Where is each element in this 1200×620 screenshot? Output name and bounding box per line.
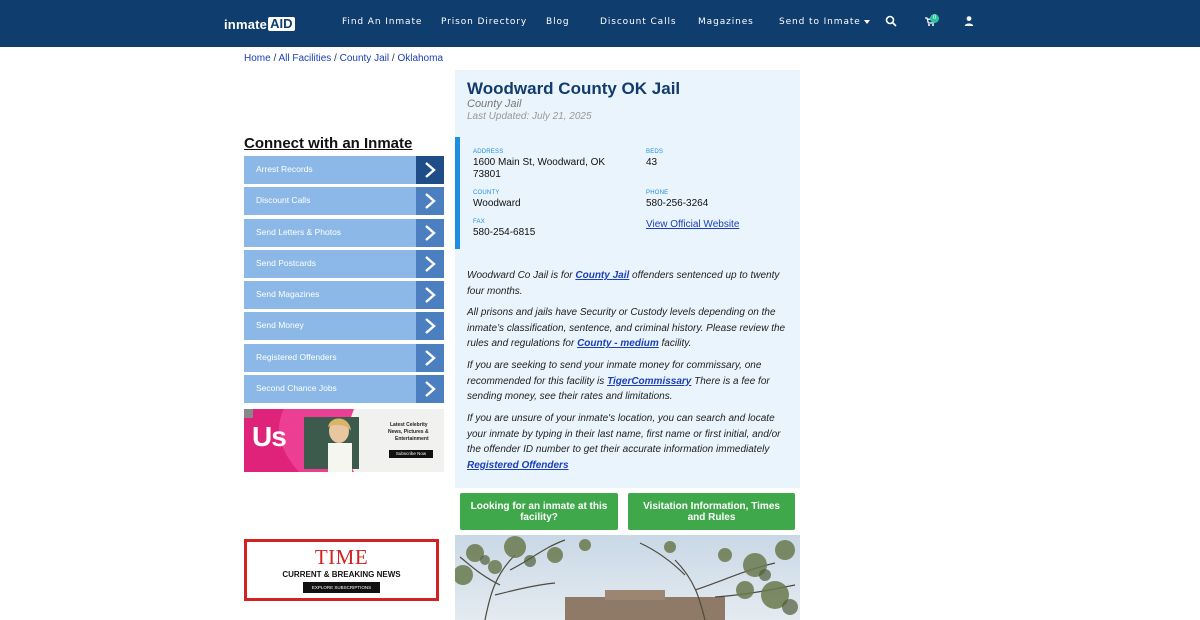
breadcrumb-separator: / (389, 53, 398, 64)
us-ad-text-line1: Latest Celebrity (390, 422, 428, 428)
time-explore-button[interactable]: EXPLORE SUBSCRIPTIONS (303, 582, 380, 593)
phone-label: PHONE (646, 190, 669, 196)
para-text: Woodward Co Jail is for (467, 270, 576, 281)
registered-offenders-link[interactable]: Registered Offenders (467, 459, 569, 471)
chevron-right-icon (416, 281, 444, 309)
beds-value: 43 (646, 157, 658, 168)
phone-value: 580-256-3264 (646, 198, 709, 209)
description-paragraph-1 (467, 268, 789, 299)
county-label: COUNTY (473, 190, 500, 196)
chevron-right-icon (416, 187, 444, 215)
us-ad-text-line3: Entertainment (395, 436, 429, 442)
description-paragraph-2 (467, 305, 789, 352)
looking-for-inmate-button[interactable]: Looking for an inmate at this facility? (460, 493, 618, 530)
connect-with-inmate-heading: Connect with an Inmate (244, 135, 413, 152)
chevron-right-icon (416, 156, 444, 184)
sidebar-item-arrest-records[interactable] (244, 156, 444, 184)
top-navbar (0, 0, 1200, 47)
sidebar-item-send-money[interactable] (244, 312, 444, 340)
last-updated: Last Updated: July 21, 2025 (467, 111, 592, 122)
sidebar-item-label: Second Chance Jobs (256, 383, 337, 394)
caret-down-icon (864, 20, 870, 24)
para-text: If you are seeking to send your inmate money for commissary, one recommended for this facility is (467, 360, 762, 387)
breadcrumb-county-jail[interactable]: County Jail (339, 53, 390, 64)
fax-value: 580-254-6815 (473, 227, 536, 238)
user-icon[interactable] (963, 14, 979, 30)
county-value: Woodward (473, 198, 521, 209)
nav-magazines[interactable]: Magazines (698, 17, 754, 27)
sidebar-item-label: Send Money (256, 320, 304, 331)
sidebar-item-label: Discount Calls (256, 195, 311, 206)
us-subscribe-button[interactable]: Subscribe Now (389, 450, 433, 458)
sidebar-item-discount-calls[interactable] (244, 187, 444, 215)
nav-prison-directory[interactable]: Prison Directory (441, 17, 528, 27)
sidebar-item-send-magazines[interactable] (244, 281, 444, 309)
breadcrumb-home[interactable]: Home (244, 53, 271, 64)
logo-text-part1: inmate (224, 16, 268, 32)
para-text: facility. (658, 338, 692, 350)
breadcrumb-separator: / (270, 53, 279, 64)
address-line2: 73801 (473, 169, 501, 180)
time-logo: TIME (314, 545, 369, 569)
address-line1: 1600 Main St, Woodward, OK (473, 157, 606, 168)
chevron-right-icon (416, 219, 444, 247)
nav-find-an-inmate[interactable]: Find An Inmate (342, 17, 423, 27)
chevron-right-icon (416, 312, 444, 340)
logo-text-part2: AID (270, 16, 293, 31)
nav-blog[interactable]: Blog (546, 17, 570, 27)
cart-count-badge: 0 (930, 14, 939, 23)
para-text: All prisons and jails have Security or Custody levels depending on the inmate’s classification, sentence, and criminal history. Please review the rules and regulations for (467, 307, 786, 350)
breadcrumb (244, 53, 443, 64)
description-paragraph-3 (467, 358, 789, 405)
sidebar-item-label: Registered Offenders (256, 351, 337, 362)
sidebar-item-label: Send Postcards (256, 257, 317, 268)
para-text: There is a fee for sending money, see their rates and limitations. (467, 375, 770, 403)
para-text: offenders sentenced up to twenty four months. (467, 270, 780, 297)
sidebar-item-label: Send Letters & Photos (256, 226, 342, 237)
address-label: ADDRESS (473, 149, 504, 155)
breadcrumb-oklahoma[interactable]: Oklahoma (397, 53, 444, 64)
time-ad-banner[interactable] (244, 539, 439, 601)
us-weekly-ad-banner[interactable] (244, 409, 444, 472)
chevron-right-icon (416, 375, 444, 403)
facility-photo (455, 535, 800, 620)
description-paragraph-4 (467, 411, 789, 473)
sidebar-item-second-chance-jobs[interactable] (244, 375, 444, 403)
sidebar-item-label: Send Magazines (256, 289, 320, 300)
us-logo: Us (252, 421, 286, 452)
sidebar-item-label: Arrest Records (256, 164, 313, 174)
nav-send-to-inmate-dropdown[interactable] (779, 17, 870, 27)
facility-title: Woodward County OK Jail (467, 79, 681, 98)
inmateaid-logo[interactable] (224, 16, 295, 32)
sidebar-item-registered-offenders[interactable] (244, 344, 444, 372)
sidebar-item-send-postcards[interactable] (244, 250, 444, 278)
connect-menu (244, 156, 444, 406)
facility-photo-art (455, 535, 800, 620)
facility-type: County Jail (467, 98, 522, 110)
breadcrumb-all-facilities[interactable]: All Facilities (278, 53, 332, 64)
official-website-link[interactable]: View Official Website (646, 219, 740, 230)
chevron-right-icon (416, 250, 444, 278)
beds-label: BEDS (646, 149, 664, 155)
chevron-right-icon (416, 344, 444, 372)
county-medium-link[interactable]: County - medium (577, 338, 659, 350)
para-text: If you are unsure of your inmate's location, you can search and locate your inmate by typing in their last name, first name or first initial, and/or the offender ID number to get their accurate information immediately (467, 413, 781, 456)
us-ad-text-line2: News, Pictures & (388, 429, 429, 435)
details-accent-bar (455, 137, 460, 249)
nav-send-to-inmate-label: Send to Inmate (779, 17, 861, 27)
sidebar-item-send-letters-photos[interactable] (244, 219, 444, 247)
tigercommissary-link[interactable]: TigerCommissary (607, 375, 692, 387)
visitation-info-button[interactable]: Visitation Information, Times and Rules (628, 493, 795, 530)
breadcrumb-separator: / (331, 53, 340, 64)
nav-discount-calls[interactable]: Discount Calls (600, 17, 677, 27)
search-icon[interactable] (885, 14, 901, 30)
time-ad-tagline: CURRENT & BREAKING NEWS (282, 570, 401, 579)
county-jail-link[interactable]: County Jail (575, 270, 630, 281)
fax-label: FAX (473, 219, 485, 225)
